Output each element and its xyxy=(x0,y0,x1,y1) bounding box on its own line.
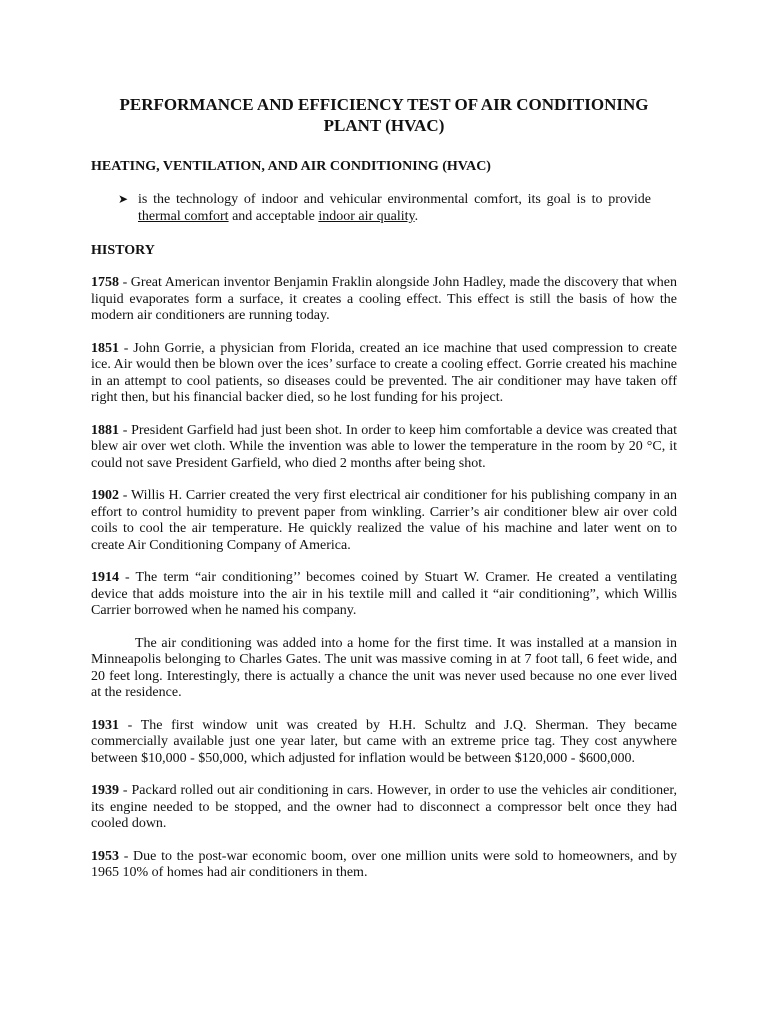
entry-text: - Great American inventor Benjamin Fraklin alongside John Hadley, made the discovery that when liquid evaporates form a surface, it creates a cooling effect. This effect is still the basis of how the modern air conditioners are running today. xyxy=(91,275,677,323)
arrow-bullet-icon: ➤ xyxy=(118,192,129,206)
entry-year: 1931 xyxy=(91,717,119,733)
entry-text: - John Gorrie, a physician from Florida, created an ice machine that used compression to create ice. Air would then be blown over the ices’ surface to create a cooling effect. Gorrie created his machine in an attempt to cool patients, so diseases could be prevented. The air conditioner may have taken off right then, but his financial backer died, so he lost funding for his project. xyxy=(91,340,677,405)
definition-bullet xyxy=(118,191,651,225)
indoor-air-quality-link[interactable]: indoor air quality xyxy=(318,209,415,224)
history-entry-1939 xyxy=(91,783,677,833)
indented-paragraph: The air conditioning was added into a home for the first time. It was installed at a mansion in Minneapolis belonging to Charles Gates. The unit was massive coming in at 7 foot tall, 6 feet wide, and 20 feet long. Interestingly, there is actually a chance the unit was never used because no one ever lived at the residence. xyxy=(91,635,677,700)
document-title: PERFORMANCE AND EFFICIENCY TEST OF AIR CONDITIONING PLANT (HVAC) xyxy=(119,95,649,135)
history-entry-1914 xyxy=(91,570,677,620)
entry-year: 1851 xyxy=(91,340,119,356)
entry-year: 1939 xyxy=(91,783,119,798)
entry-text: - President Garfield had just been shot. In order to keep him comfortable a device was created that blew air over wet cloth. While the invention was able to lower the temperature in the room by 20 °C, it could not save President Garfield, who died 2 months after being shot. xyxy=(91,422,677,471)
hvac-subheading: HEATING, VENTILATION, AND AIR CONDITIONING (HVAC) xyxy=(91,159,491,174)
history-entry-1931 xyxy=(91,718,677,768)
history-entry-1881 xyxy=(91,423,677,473)
entry-text: - The first window unit was created by H.H. Schultz and J.Q. Sherman. They became commercially available just one year later, but came with an extreme price tag. They cost anywhere between $10,000 - $50,000, which adjusted for inflation would be between $120,000 - $600,000. xyxy=(91,717,677,766)
thermal-comfort-link[interactable]: thermal comfort xyxy=(138,209,229,224)
history-heading: HISTORY xyxy=(91,243,155,258)
entry-year: 1914 xyxy=(91,570,119,585)
definition-text: is the technology of indoor and vehicular environmental comfort, its goal is to provide thermal comfort and acceptable indoor air quality. xyxy=(138,192,651,224)
entry-text: - Due to the post-war economic boom, over one million units were sold to homeowners, and by 1965 10% of homes had air conditioners in them. xyxy=(91,848,677,880)
entry-text: - Willis H. Carrier created the very first electrical air conditioner for his publishing company in an effort to control humidity to prevent paper from winkling. Carrier’s air conditioner blew air over cold coils to cool the air temperature. He quickly realized the value of his machine and later went on to create Air Conditioning Company of America. xyxy=(91,488,677,553)
history-entry-1953 xyxy=(91,849,677,882)
entry-text: - Packard rolled out air conditioning in cars. However, in order to use the vehicles air conditioner, its engine needed to be stopped, and the owner had to disconnect a compressor belt once they had cooled down. xyxy=(91,783,677,831)
entry-year: 1902 xyxy=(91,488,119,503)
entry-year: 1758 xyxy=(91,275,119,290)
entry-text: - The term “air conditioning’’ becomes coined by Stuart W. Cramer. He created a ventilating device that adds moisture into the air in his textile mill and called it “air conditioning”, which Willis Carrier borrowed when he named his company. xyxy=(91,570,677,618)
history-entry-1758 xyxy=(91,275,677,325)
entry-year: 1881 xyxy=(91,422,119,438)
history-entry-1851 xyxy=(91,341,677,407)
entry-year: 1953 xyxy=(91,848,119,864)
history-entry-1902 xyxy=(91,488,677,554)
